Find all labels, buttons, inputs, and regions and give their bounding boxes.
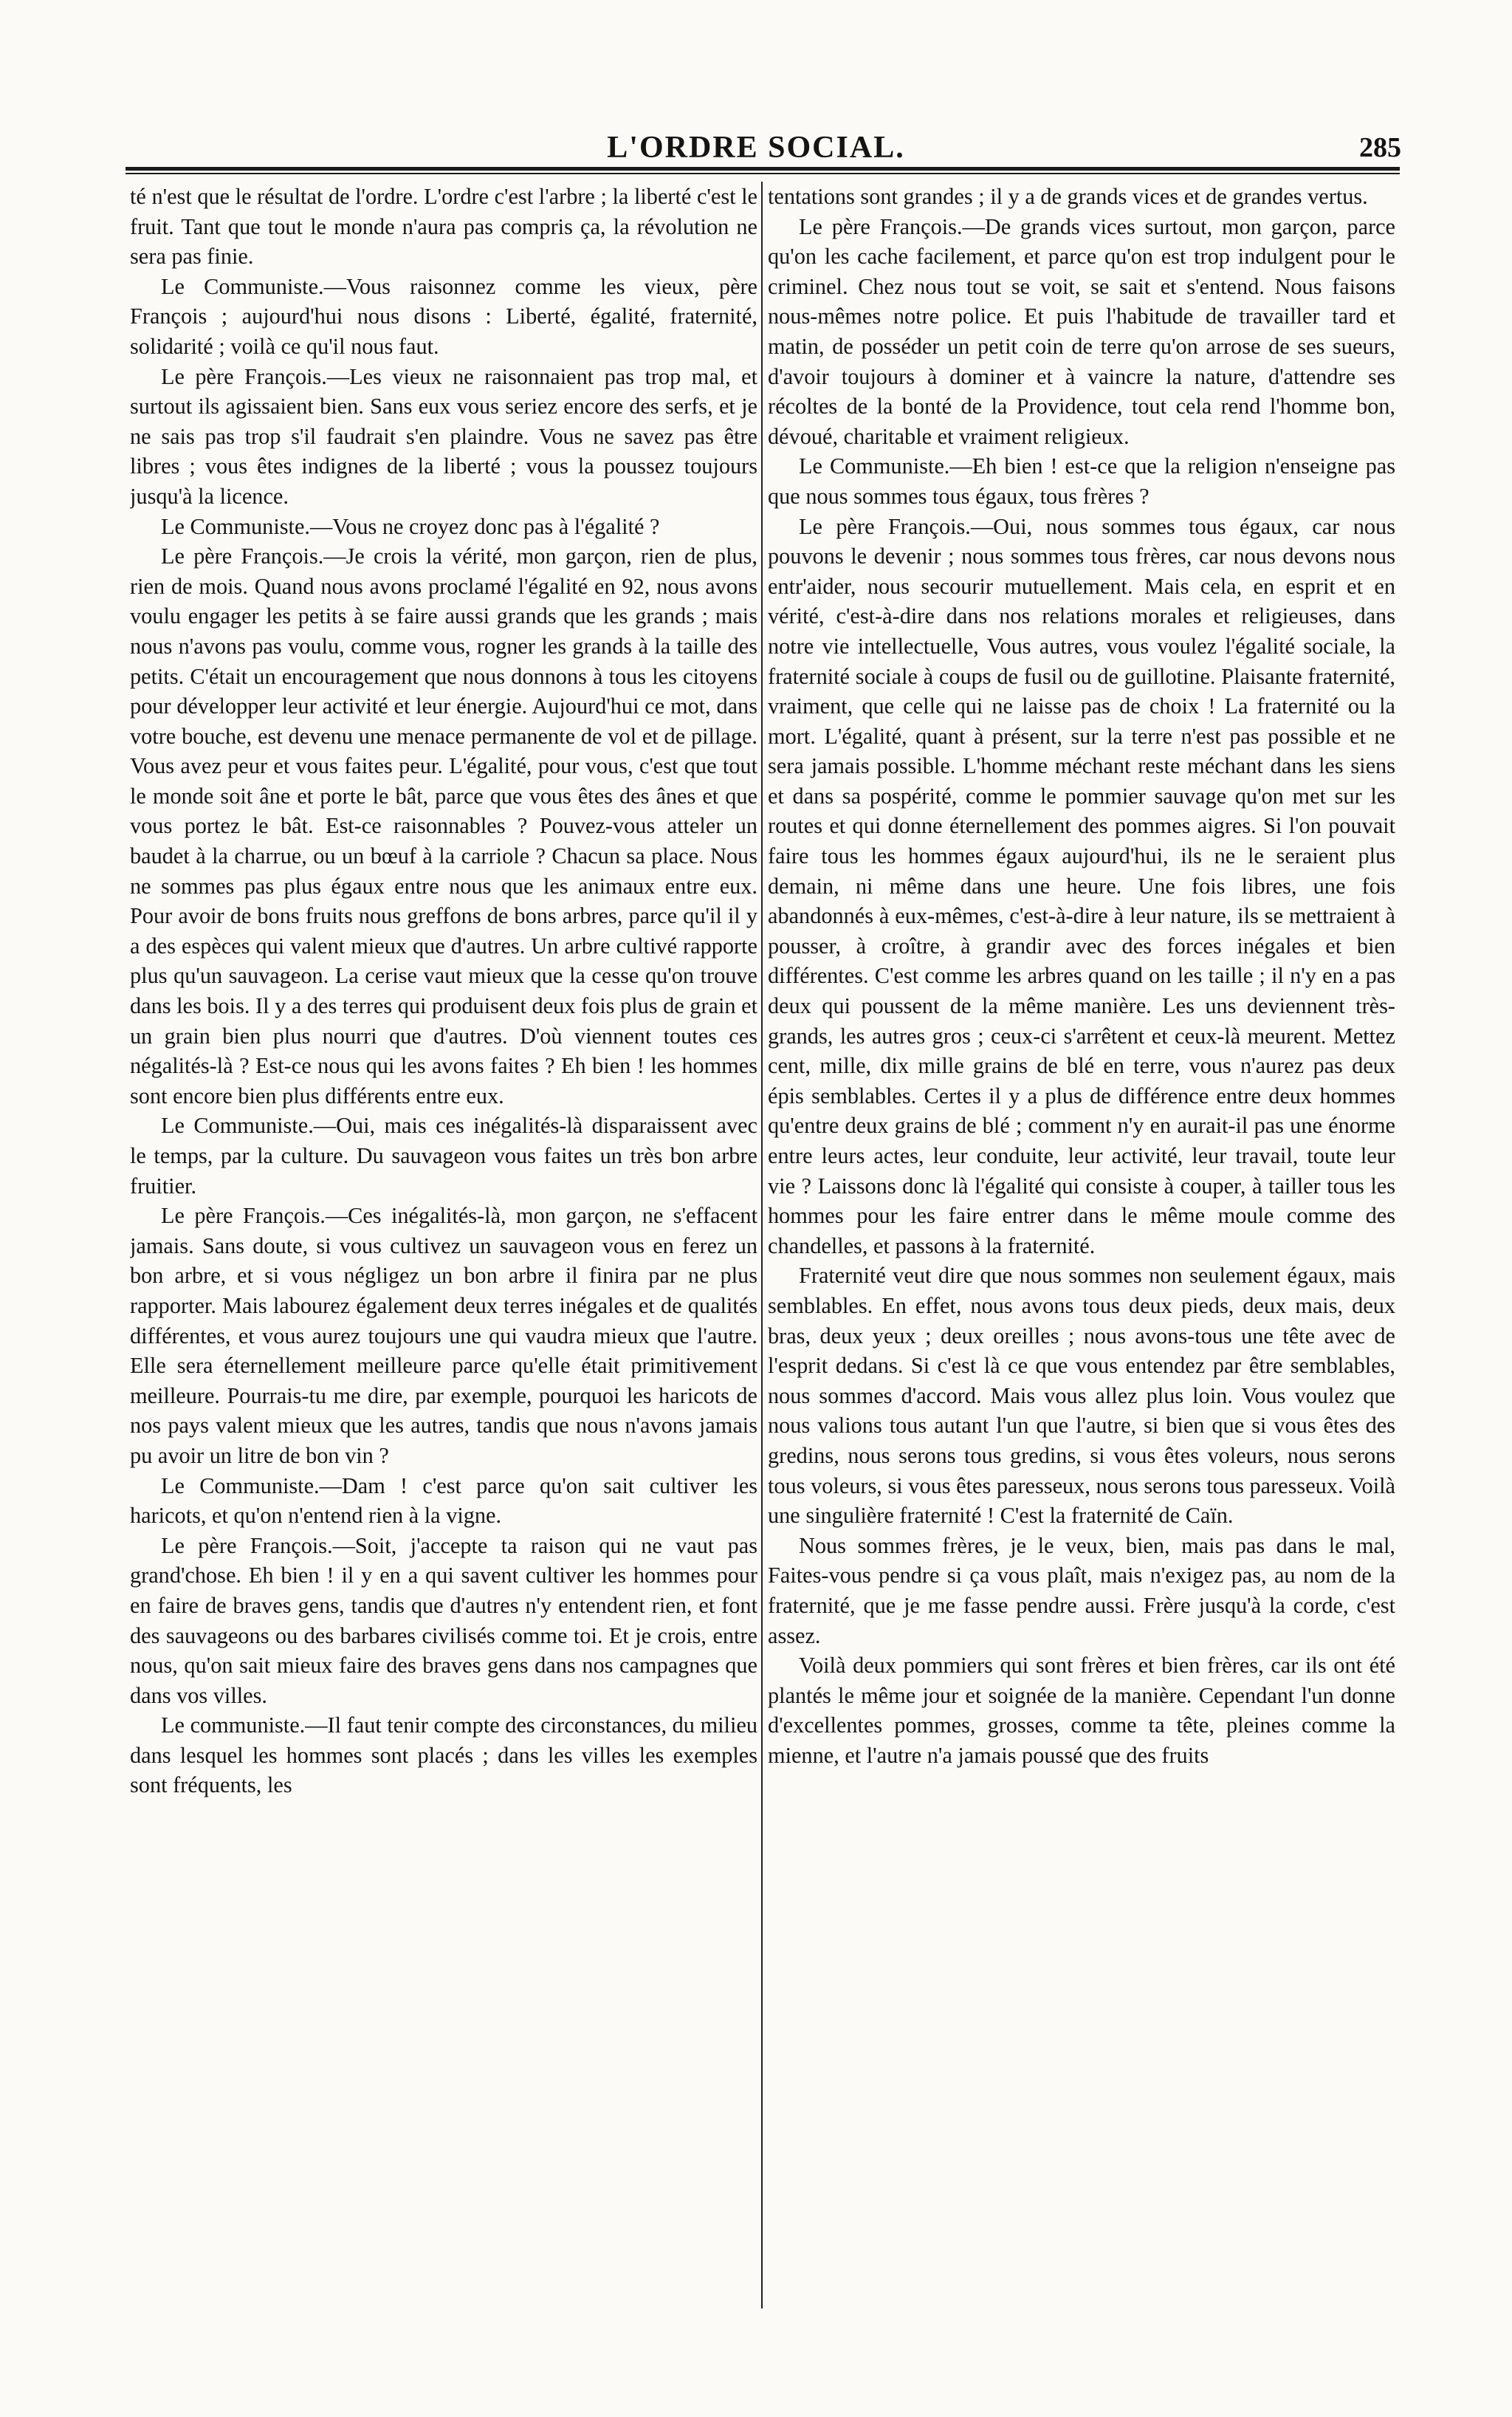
paragraph: Le Communiste.—Vous ne croyez donc pas à l'égalité ? xyxy=(161,513,660,539)
paragraph: Le père François.—Oui, nous sommes tous égaux, car nous pouvons le devenir ; nous sommes tous frères, car nous devons nous entr'aider, nous secourir mutuellement. Mais cela, en esprit et en vérité, c'est-à-dire dans nos relations morales et religieuses, dans notre vie intellectuelle, Vous autres, vous voulez l'égalité sociale, la fraternité sociale à coups de fusil ou de guillotine. Plaisante fraternité, vraiment, que celle qui ne laisse pas de choix ! La fraternité ou la mort. L'égalité, quant à présent, sur la terre n'est pas possible et ne sera jamais possible. L'homme méchant reste méchant dans les siens et dans sa pospérité, comme le pommier sauvage qu'on met sur les routes et qui donne éternellement des pommes aigres. Si l'on pouvait faire tous les hommes égaux aujourd'hui, ils ne le seraient plus demain, ni même dans une heure. Une fois libres, une fois abandonnés à eux-mêmes, c'est-à-dire à leur nature, ils se mettraient à pousser, à croître, à grandir avec des forces inégales et bien différentes. C'est comme les arbres quand on les taille ; il n'y en a pas deux qui poussent de la même manière. Les uns deviennent très-grands, les autres gros ; ceux-ci s'arrêtent et ceux-là meurent. Mettez cent, mille, dix mille grains de blé en terre, vous n'aurez pas deux épis semblables. Certes il y a plus de différence entre deux hommes qu'entre deux grains de blé ; comment n'y en aurait-il pas une énorme entre leurs actes, leur conduite, leur activité, leur travail, toute leur vie ? Laissons donc là l'égalité qui consiste à couper, à tailler tous les hommes pour les faire entrer dans le même moule comme des chandelles, et passons à la fraternité. xyxy=(768,513,1395,1258)
paragraph: Le communiste.—Il faut tenir compte des circonstances, du milieu dans lesquel les hommes sont placés ; dans les villes les exemples sont fréquents, les xyxy=(130,1713,757,1798)
paragraph: Le père François.—Soit, j'accepte ta raison qui ne vaut pas grand'chose. Eh bien ! il y en a qui savent cultiver les hommes pour en faire de braves gens, tandis que d'autres n'y entendent rien, et font des sauvageons ou des barbares civilisés comme toi. Et je crois, entre nous, qu'on sait mieux faire des braves gens dans nos campagnes que dans vos villes. xyxy=(130,1532,757,1708)
paragraph: Le père François.—Les vieux ne raisonnaient pas trop mal, et surtout ils agissaient bien. Sans eux vous seriez encore des serfs, et je ne sais pas trop s'il faudrait s'en plaindre. Vous ne savez pas être libres ; vous êtes indignes de la liberté ; vous la poussez toujours jusqu'à la licence. xyxy=(130,363,757,509)
right-column xyxy=(768,182,1395,2308)
paragraph: Le Communiste.—Oui, mais ces inégalités-là disparaissent avec le temps, par la culture. Du sauvageon vous faites un très bon arbre fruitier. xyxy=(130,1113,757,1199)
paragraph: Fraternité veut dire que nous sommes non seulement égaux, mais semblables. En effet, nous avons tous deux pieds, deux mais, deux bras, deux yeux ; deux oreilles ; nous avons-tous une tête avec de l'esprit dedans. Si c'est là ce que vous entendez par être semblables, nous sommes d'accord. Mais vous allez plus loin. Vous voulez que nous valions tous autant l'un que l'autre, si bien que si vous êtes des gredins, nous serons tous gredins, si vous êtes voleurs, nous serons tous voleurs, si vous êtes paresseux, nous serons tous paresseux. Voilà une singulière fraternité ! C'est la fraternité de Caïn. xyxy=(768,1263,1395,1529)
column-divider xyxy=(761,182,763,2308)
header-rule-thin xyxy=(126,173,1400,174)
paragraph: Le père François.—Je crois la vérité, mon garçon, rien de plus, rien de mois. Quand nous avons proclamé l'égalité en 92, nous avons voulu engager les petits à se faire aussi grands que les grands ; mais nous n'avons pas voulu, comme vous, rogner les grands à la taille des petits. C'était un encouragement que nous donnons à tous les citoyens pour développer leur activité et leur énergie. Aujourd'hui ce mot, dans votre bouche, est devenu une menace permanente de vol et de pillage. Vous avez peur et vous faites peur. L'égalité, pour vous, c'est que tout le monde soit âne et porte le bât, parce que vous êtes des ânes et que vous portez le bât. Est-ce raisonnables ? Pouvez-vous atteler un baudet à la charrue, ou un bœuf à la carriole ? Chacun sa place. Nous ne sommes pas plus égaux entre nous que les animaux entre eux. Pour avoir de bons fruits nous greffons de bons arbres, parce qu'il il y a des espèces qui valent mieux que d'autres. Un arbre cultivé rapporte plus qu'un sauvageon. La cerise vaut mieux que la cesse qu'on trouve dans les bois. Il y a des terres qui produisent deux fois plus de grain et un grain bien plus nourri que d'autres. D'où viennent toutes ces négalités-là ? Est-ce nous qui les avons faites ? Eh bien ! les hommes sont encore bien plus différents entre eux. xyxy=(130,544,757,1108)
paragraph: Voilà deux pommiers qui sont frères et bien frères, car ils ont été plantés le même jour et soignée de la manière. Cependant l'un donne d'excellentes pommes, grosses, comme ta tête, pleines comme la mienne, et l'autre n'a jamais poussé que des fruits xyxy=(768,1653,1395,1768)
running-title: L'ORDRE SOCIAL. xyxy=(607,131,905,165)
paragraph: té n'est que le résultat de l'ordre. L'ordre c'est l'arbre ; la liberté c'est le fruit. Tant que tout le monde n'aura pas compris ça, la révolution ne sera pas finie. xyxy=(130,184,757,270)
paragraph: tentations sont grandes ; il y a de grands vices et de grandes vertus. xyxy=(768,184,1368,209)
paragraph: Le Communiste.—Dam ! c'est parce qu'on sait cultiver les haricots, et qu'on n'entend rien à la vigne. xyxy=(130,1473,757,1529)
paragraph: Le père François.—Ces inégalités-là, mon garçon, ne s'effacent jamais. Sans doute, si vous cultivez un sauvageon vous en ferez un bon arbre, et si vous négligez un bon arbre il finira par ne plus rapporter. Mais labourez également deux terres inégales et de qualités différentes, et vous aurez toujours une qui vaudra mieux que l'autre. Elle sera éternellement meilleure parce qu'elle était primitivement meilleure. Pourrais-tu me dire, par exemple, pourquoi les haricots de nos pays valent mieux que les autres, tandis que nous n'avons jamais pu avoir un litre de bon vin ? xyxy=(130,1203,757,1468)
paragraph: Le Communiste.—Eh bien ! est-ce que la religion n'enseigne pas que nous sommes tous égaux, tous frères ? xyxy=(768,453,1395,509)
paragraph: Le Communiste.—Vous raisonnez comme les vieux, père François ; aujourd'hui nous disons : Liberté, égalité, fraternité, solidarité ; voilà ce qu'il nous faut. xyxy=(130,273,757,359)
header-rule xyxy=(126,167,1400,171)
page-number: 285 xyxy=(1359,132,1401,163)
left-column xyxy=(130,182,757,2308)
paragraph: Le père François.—De grands vices surtout, mon garçon, parce qu'on les cache facilement, et parce qu'on est trop indulgent pour le criminel. Chez nous tout se voit, se sait et s'entend. Nous faisons nous-mêmes notre police. Et puis l'habitude de travailler tard et matin, de posséder un petit coin de terre qu'on arrose de ses sueurs, d'avoir toujours à dominer et à vaincre la nature, d'attendre ses récoltes de la bonté de la Providence, tout cela rend l'homme bon, dévoué, charitable et vraiment religieux. xyxy=(768,213,1395,449)
paragraph: Nous sommes frères, je le veux, bien, mais pas dans le mal, Faites-vous pendre si ça vous plaît, mais n'exigez pas, au nom de la fraternité, que je me fasse pendre aussi. Frère jusqu'à la corde, c'est assez. xyxy=(768,1532,1395,1648)
